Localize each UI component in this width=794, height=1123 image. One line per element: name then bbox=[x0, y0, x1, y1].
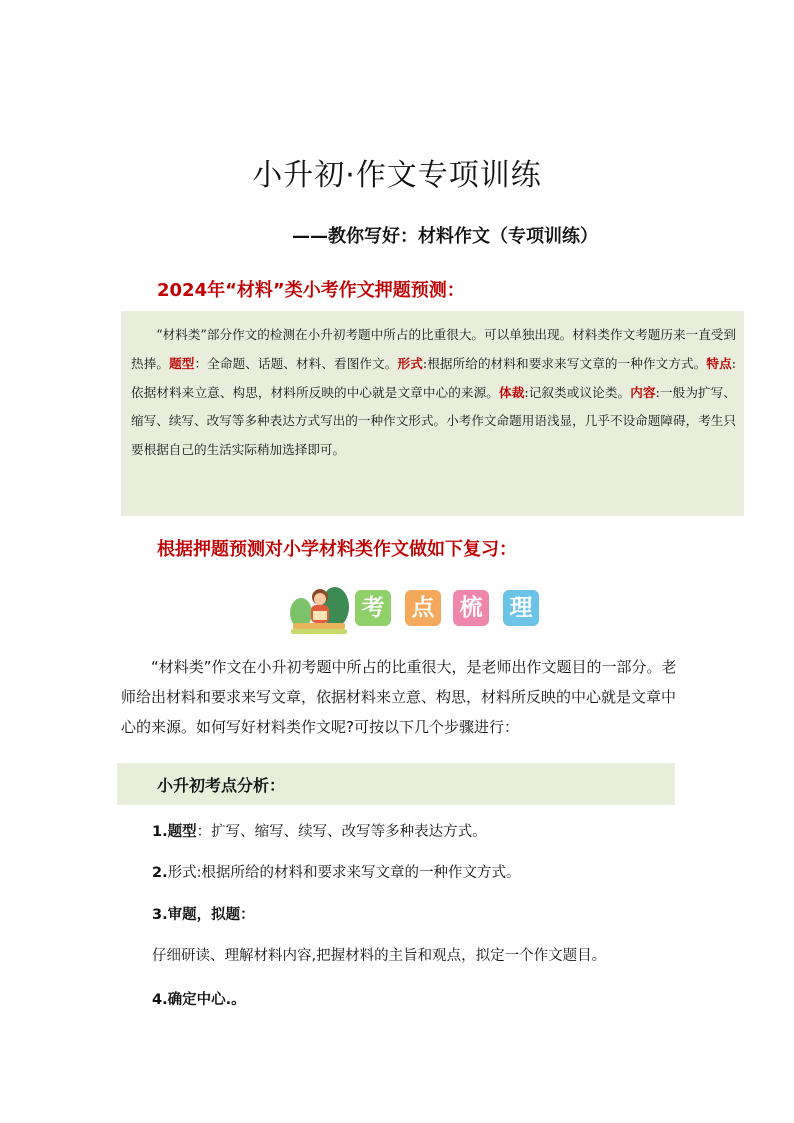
list-item-detail bbox=[152, 944, 606, 965]
prediction-paragraph bbox=[131, 321, 736, 465]
list-item bbox=[152, 903, 255, 924]
item-text: 仔细研读、理解材料内容,把握材料的主旨和观点，拟定一个作文题目。 bbox=[152, 948, 607, 964]
item-label: 4.确定中心.。 bbox=[152, 992, 246, 1008]
keyword-form: 形式 bbox=[397, 355, 423, 371]
list-item bbox=[152, 861, 521, 882]
genre-text: :记叙类或议论类。 bbox=[524, 384, 631, 400]
prediction-box bbox=[121, 311, 744, 516]
analysis-section-bar bbox=[117, 763, 675, 805]
list-item bbox=[152, 988, 246, 1009]
prediction-text: “材料类”部分作文的检测在小升初考题中所占的比重很大。可以单独出现。材料类作文考题历来一直受到热捧。 bbox=[131, 327, 736, 371]
page-subtitle: ——教你写好：材料作文（专项训练） bbox=[292, 226, 598, 247]
item-label: 3.审题，拟题： bbox=[152, 907, 255, 923]
type-text: ：全命题、话题、材料、看图作文。 bbox=[194, 355, 398, 371]
student-reading-illustration bbox=[287, 585, 353, 635]
banner-char-li: 理 bbox=[503, 590, 539, 626]
banner-char-dian: 点 bbox=[405, 590, 441, 626]
feature-text: :依据材料来立意、构思，材料所反映的中心就是文章中心的来源。 bbox=[131, 355, 737, 400]
analysis-heading: 小升初考点分析： bbox=[157, 776, 286, 795]
prediction-heading: 2024年“材料”类小考作文押题预测： bbox=[157, 280, 465, 301]
key-points-banner bbox=[287, 585, 547, 635]
item-label: 1.题型 bbox=[152, 824, 197, 840]
page-title: 小升初·作文专项训练 bbox=[252, 158, 542, 193]
list-item bbox=[152, 820, 487, 841]
banner-char-shu: 梳 bbox=[453, 590, 489, 626]
item-label: 2. bbox=[152, 865, 168, 881]
keyword-content: 内容 bbox=[630, 384, 656, 400]
review-heading: 根据押题预测对小学材料类作文做如下复习： bbox=[157, 539, 517, 560]
item-text: 形式:根据所给的材料和要求来写文章的一种作文方式。 bbox=[167, 865, 521, 881]
keyword-genre: 体裁 bbox=[499, 384, 525, 400]
item-text: ：扩写、缩写、续写、改写等多种表达方式。 bbox=[196, 824, 487, 840]
keyword-type: 题型 bbox=[169, 355, 195, 371]
keyword-feature: 特点 bbox=[706, 355, 732, 371]
banner-char-kao: 考 bbox=[355, 590, 391, 626]
form-text: :根据所给的材料和要求来写文章的一种作文方式。 bbox=[422, 355, 707, 371]
content-text: :一般为扩写、缩写、续写、改写等多种表达方式写出的一种作文形式。小考作文命题用语浅显，几乎不设命题障碍，考生只要根据自己的生活实际稍加选择即可。 bbox=[131, 384, 737, 458]
intro-paragraph: “材料类”作文在小升初考题中所占的比重很大，是老师出作文题目的一部分。老师给出材料和要求来写文章，依据材料来立意、构思，材料所反映的中心就是文章中心的来源。如何写好材料类作文呢?可按以下几个步骤进行： bbox=[121, 658, 677, 736]
